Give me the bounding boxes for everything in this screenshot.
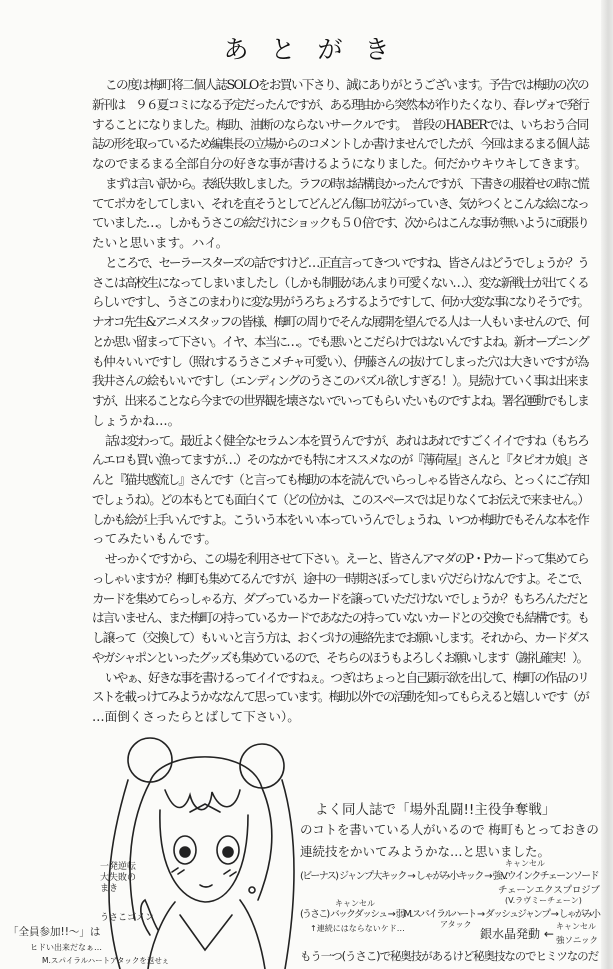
text-line: ところで、セーラースターズの話ですけど…正直言ってきついですね、皆さんはどうでしょうか？う [105, 254, 588, 270]
usako-combo-sub: アタック [440, 920, 472, 929]
text-line: も仲々いいですし（照れするうさこメチャ可愛い）、伊藤さんの抜けてしまった穴は大きいですが為 [92, 353, 588, 369]
hand-note-failure-line: 大失敗の [100, 873, 137, 883]
left-hair-bun [128, 738, 172, 782]
text-line: することになりました。梅助、油断のならないサークルです。 普段のHABERでは、いちおう合同 [92, 116, 588, 132]
text-line: この度は梅町将二個人誌SOLOをお買い下さり、誠にありがとうございます。予告では梅助の次の [105, 77, 588, 92]
text-line: でしょうね）。どの本もとても面白くて（どの位かは、このスペースでは足りなくてお伝えで来ません。） [92, 491, 588, 507]
scan-edge [601, 0, 613, 969]
text-line: いやぁ、好きな事を書けるってイイですねぇ。つぎはちょっと自己顕示欲を出して、梅町の作品のリ [105, 669, 588, 685]
text-line: し譲って（交換して）もいいと言う方は、おくづけの連絡先までお願いします。それから、カードダス [92, 630, 588, 645]
hair-outline [150, 757, 272, 900]
hand-note-bad-result: ヒドい出来だなぁ… [30, 943, 102, 952]
afterword-body [92, 75, 588, 727]
text-line: ててポカをしてしまい、それを直そうとしてどんどん傷口が広がっていき、気がつくとこんな絵になっ [92, 195, 588, 211]
text-line: 話は変わって。最近よく健全なセラムン本を買うんですが、あれはあれですごくイイですね（もちろ [105, 432, 588, 448]
hand-note-failure-line: 一発逆転 [100, 862, 137, 872]
text-line: らしいですし、うさこのまわりに変な男がうろちょろするようですして、何か大変な事になりそうです。 [92, 294, 588, 310]
face-outline [160, 810, 248, 902]
text-line: 新刊は ９６夏コミになる予定だったんですが、ある理由から突然本が作りたくなり、春レヴォで発行 [92, 96, 588, 112]
text-line: ていました…。しかもうさこの絵だけにショックも５０倍です、次からはこんな事が無いように頑張り [92, 215, 588, 231]
right-hair-bun [240, 744, 284, 788]
venus-finish: チェーンエクスプロジブ [498, 885, 600, 896]
venus-combo: (ビーナス) ジャンプ大キック → しゃがみ小キック → 強V.ウインクチェーンソード [300, 871, 598, 882]
hand-note-failure [100, 862, 136, 895]
text-line: しょうかね…。 [92, 412, 181, 428]
cancel-label: キャンセル [335, 899, 375, 908]
hand-note-intro-2: のコトを書いている人がいるので 梅町もとっておきの [300, 822, 599, 837]
strong-sonic: 強ソニック [556, 936, 598, 946]
text-line: せっかくですから、この場を利用させて下さい。えーと、皆さんアマダのP・Pカードって集めてら [105, 551, 588, 566]
secret-move-note: もう一つ(うさこ)で秘奥技があるけど秘奥技なのでヒミツなのだ [300, 949, 598, 963]
bangs [165, 790, 240, 810]
earring [249, 887, 255, 893]
text-line: んエロも買い漁ってますが…）そのなかでも特にオススメなのが『薄荷屋』さんと『タピオカ娘』さ [92, 452, 588, 468]
hand-note-give-back: M.スパイラルハートアタックを返せぇ [42, 956, 170, 965]
blush [172, 868, 236, 876]
page-title: あとがき [223, 35, 412, 64]
text-line: んと『猫共感流し』さんです（と言っても梅助の本を読んでいらっしゃる皆さんなら、とっくにご存知 [92, 472, 588, 487]
cancel-label: キャンセル [505, 859, 545, 868]
ginzuishou-note: 銀水晶発動 ← [480, 927, 554, 941]
cancel-label: キャンセル [556, 922, 596, 931]
hand-note-intro-1: よく同人誌で「場外乱闘!!主役争奪戦」 [315, 802, 556, 818]
mouth [200, 885, 212, 887]
text-line: っしゃいますか？梅町も集めてるんですが、途中の一時期さぼってしまい穴だらけなんですよ。そこで、 [92, 570, 588, 586]
text-line: さこは高校生になってしまいましたし（しかも制服があんまり可愛くない…）、変な新戦士が出てくる [92, 274, 588, 290]
text-line: カードを集めてらっしゃる方、ダブっているカードを譲っていただけないでしょうか？もちろんただと [92, 590, 588, 606]
hand-note-all-join: 「全員参加!!〜」は [8, 926, 101, 938]
hand-note-failure-line: まき [100, 884, 119, 894]
text-line: やガシャポンといったグッズも集めているので、そちらのほうもよろしくお願いします（謝礼確実！）。 [92, 649, 588, 665]
not-combo-note: ↑連続にはならないケド… [310, 924, 405, 933]
usako-combo: (うさこ) バックダッシュ → 弱M.スパイラルハート → ダッシュジャンプ → しゃがみ小 [300, 909, 600, 920]
text-line: すが、出来ることなら今までの世界観を壊さないでいってもらいたいものですよね。署名運動でもしま [92, 393, 588, 408]
text-line: まずは言い訳から。表紙失敗しました。ラフの時は結構良かったんですが、下書きの服着せの時に慌 [105, 175, 588, 191]
text-line: ナオコ先生&アニメスタッフの皆様、梅町の周りでそんな展開を望んでる人は一人もいませんので、何 [92, 314, 588, 329]
text-line: ストを載っけてみようかななんて思っています。梅助以外での活動を知ってもらえると嬉しいです（が [92, 689, 588, 705]
venus-finish-sub: (V.ラヴミーチェーン) [505, 896, 582, 905]
text-line: ってみたいもんです。 [92, 531, 217, 547]
hand-note-intro-3: 連続技をかいてみようかな…と思いました。 [300, 844, 551, 859]
text-line: なのでまるまる全部自分の好きな事が書けるようになりました。何だかウキウキしてきます。 [92, 156, 587, 171]
text-line: は言いません、また梅町の持っているカードであなたの持っていないカードとの交換でも結構です。も [92, 610, 588, 626]
text-line: 我井さんの絵もいいですし（エンディングのうさこのパズル欲しすぎる！）。見続けていく事は出来ま [92, 373, 588, 389]
hand-note-sorry: うさこゴメン [100, 913, 155, 923]
text-line: しかも絵が上手いんですよ。こういう本をいい本っていうんでしょうね、いつか梅助でもそんな本を作 [92, 511, 588, 527]
text-line: とか思い留まって下さい。イヤ、本当に…。でも悪いとこだらけではないんですよね。新オープニング [92, 333, 588, 349]
pigtail-right [282, 780, 294, 969]
text-line: 誌の形を取っているため編集長の立場からのコメントしか書けませんでしたが、今回はまるまる個人誌 [92, 136, 588, 152]
text-line: …面倒くさったらとばして下さい）。 [92, 709, 300, 724]
sailor-collar [180, 915, 232, 950]
text-line: たいと思います。ハイ。 [92, 235, 229, 250]
